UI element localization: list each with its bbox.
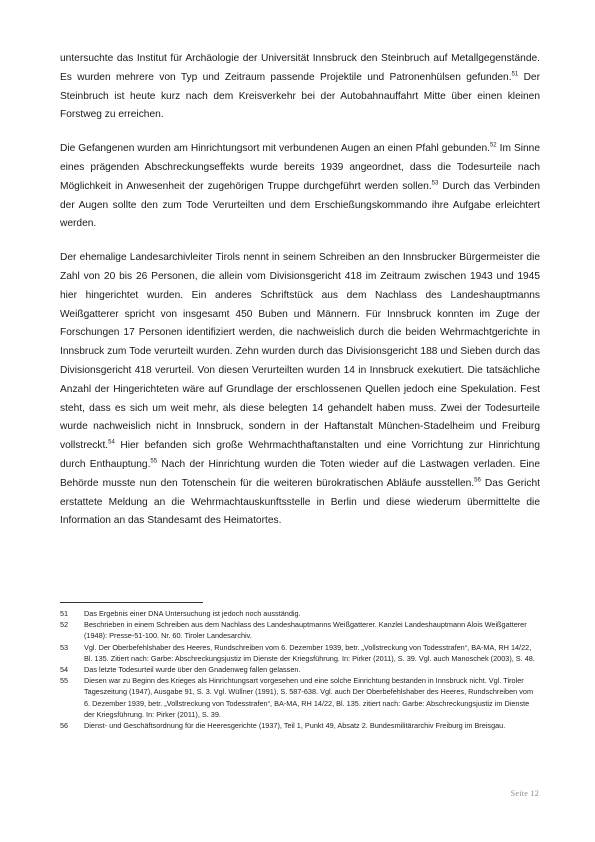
footnote-52 <box>60 619 540 641</box>
footnote-reference[interactable]: 56 <box>474 477 481 484</box>
footnote-text: Vgl. Der Oberbefehlshaber des Heeres, Rundschreiben vom 6. Dezember 1939, betr. „Vollstreckung von Todesstrafen“, BA-MA, RH 14/22, Bl. 135. Zitiert nach: Garbe: Abschreckungsjustiz im Dienste der Kriegsführung. In: Pirker (2011), S. 39. Vgl. auch Manoschek (2003), S. 48. <box>84 642 535 663</box>
footnote-reference[interactable]: 53 <box>431 180 439 187</box>
paragraph-text: Hier befanden sich große Wehrmachthaftanstalten und eine Vorrichtung zur Hinrichtung durch Enthauptung. <box>60 440 540 470</box>
footnote-text: Beschrieben in einem Schreiben aus dem Nachlass des Landeshauptmanns Weißgatterer. Kanzlei Landeshauptmann Alois Weißgatterer (1948): Presse-51-100. Nr. 60. Tiroler Landesarchiv. <box>84 620 527 641</box>
paragraph-text: Die Gefangenen wurden am Hinrichtungsort mit verbundenen Augen an einen Pfahl gebunden. <box>60 143 490 155</box>
page-number: Seite 12 <box>510 789 539 798</box>
paragraph-text: Der ehemalige Landesarchivleiter Tirols nennt in seinem Schreiben an den Innsbrucker Bürgermeister die Zahl von 20 bis 26 Personen, die allein vom Divisionsgericht 418 im Zeitraum zwischen 1943 und 1945 hier hingerichtet wurden. Ein anderes Schriftstück aus dem Nachlass des Landeshauptmanns Weißgatterer spricht von insgesamt 450 Buben und Männern. Für Innsbruck konnten im Zuge der Forschungen 17 Personen identifiziert werden, die nachweislich durch die beiden Wehrmachtgerichte in Innsbruck zum Tode verurteilt wurden. Zehn wurden durch das Divisionsgericht 188 und Sieben durch das Divisionsgericht 418 verurteil. Von diesen Verurteilten wurden 14 in Innsbruck exekutiert. Die tatsächliche Anzahl der Hingerichteten wäre auf Grundlage der erschlossenen Quellen jedoch eine Spekulation. Fest steht, dass es sich um weit mehr, als diese belegten 14 gehandelt haben muss. Zwei der Todesurteile wurde nachweislich nicht in Innsbruck, sondern in der Haftanstalt München-Stadelheim und Freiburg vollstreckt. <box>60 252 540 452</box>
paragraph-text: Das Gericht erstattete Meldung an die Wehrmachtauskunftsstelle in Berlin und diese wiederum übermittelte die Information an das Standesamt des Heimatortes. <box>60 477 540 527</box>
paragraph-text: Der Steinbruch ist heute kurz nach dem Kreisverkehr bei der Autobahnauffahrt Mitte über einen kleinen Forstweg zu erreichen. <box>60 71 540 121</box>
footnote-number: 54 <box>60 665 69 675</box>
footnote-text: Dienst- und Geschäftsordnung für die Heeresgerichte (1937), Teil 1, Punkt 49, Absatz 2. Bundesmilitärarchiv Freiburg im Breisgau. <box>84 721 506 731</box>
footnote-number: 52 <box>60 620 69 630</box>
footnote-number: 55 <box>60 676 69 686</box>
footnote-54 <box>60 664 540 675</box>
paragraph-text: Nach der Hinrichtung wurden die Toten wieder auf die Lastwagen verladen. Eine Behörde musste nun den Totenschein für die weiteren bürokratischen Abläufe ausstellen. <box>60 458 540 489</box>
footnotes <box>60 608 540 731</box>
footnote-text: Das Ergebnis einer DNA Untersuchung ist jedoch noch ausständig. <box>84 609 301 618</box>
paragraph-text: Durch das Verbinden der Augen sollte den zum Tode Verurteilten und dem Erschießungskommando ihre Aufgabe erleichtert werden. <box>60 180 540 230</box>
footnote-number: 56 <box>60 721 69 731</box>
footnote-reference[interactable]: 54 <box>108 439 115 446</box>
paragraph-2 <box>60 140 540 234</box>
body-text <box>60 50 540 546</box>
footnote-separator <box>60 602 203 603</box>
footnote-53 <box>60 642 540 664</box>
footnote-51 <box>60 608 540 619</box>
paragraph-text: Im Sinne eines prägenden Abschreckungseffekts wurde bereits 1939 angeordnet, dass die Todesurteile nach Möglichkeit in Anwesenheit der zugehörigen Truppe durchgeführt werden sollen. <box>60 143 540 192</box>
footnote-56 <box>60 720 540 731</box>
paragraph-text: untersuchte das Institut für Archäologie der Universität Innsbruck den Steinbruch auf Metallgegenstände. Es wurden mehrere von Typ und Zeitraum passende Projektile und Patronenhülsen gefunden. <box>60 53 540 83</box>
paragraph-3 <box>60 249 540 531</box>
footnote-number: 51 <box>60 609 69 618</box>
footnote-reference[interactable]: 51 <box>511 71 519 78</box>
paragraph-1 <box>60 50 540 125</box>
footnote-55 <box>60 675 540 720</box>
footnote-reference[interactable]: 52 <box>489 142 497 149</box>
footnote-text: Das letzte Todesurteil wurde über den Gnadenweg fallen gelassen. <box>84 665 301 675</box>
footnote-reference[interactable]: 55 <box>150 458 158 465</box>
footnote-number: 53 <box>60 642 69 652</box>
footnote-text: Diesen war zu Beginn des Krieges als Hinrichtungsart vorgesehen und eine solche Einrichtung bestanden in Innsbruck nicht. Vgl. Tiroler Tageszeitung (1947), Ausgabe 91, S. 3. Vgl. Wüllner (1991), S. 587-638. Vgl. auch Der Oberbefehlshaber des Heeres, Rundschreiben vom 6. Dezember 1939, betr. „Vollstreckung von Todesstrafen“, BA-MA, RH 14/22, Bl. 135. zitiert nach: Garbe: Abschreckungsjustiz im Dienste der Kriegsführung. In: Pirker (2011), S. 39. <box>84 676 534 719</box>
